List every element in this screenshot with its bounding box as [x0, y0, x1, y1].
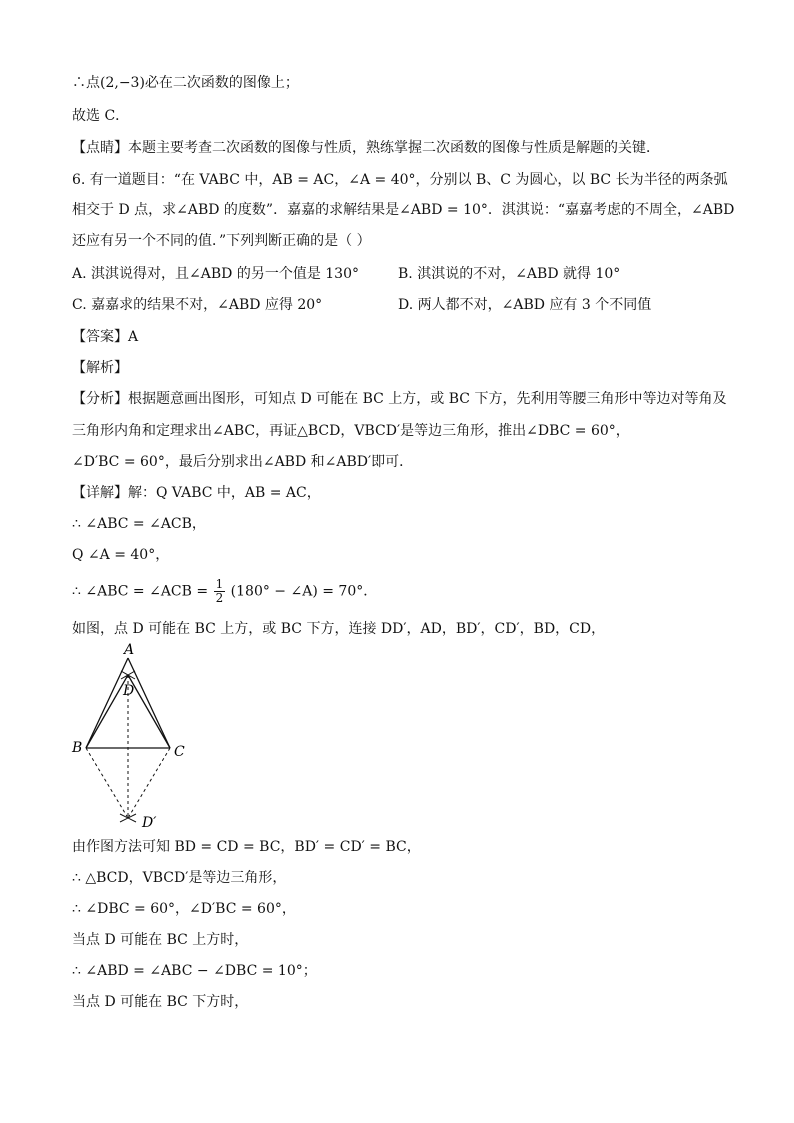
option-c: C. 嘉嘉求的结果不对，∠ABD 应得 20° [72, 297, 323, 313]
solution-line: ∴ ∠ABC = ∠ACB， [72, 516, 206, 532]
text-line: 【点睛】本题主要考查二次函数的图像与性质，熟练掌握二次函数的图像与性质是解题的关键． [72, 140, 660, 156]
segment-cd-prime [128, 748, 170, 818]
geometry-figure [66, 640, 196, 835]
solution-line: 当点 D 可能在 BC 上方时， [72, 932, 249, 948]
text-line: ∴点(2,−3)必在二次函数的图像上； [72, 75, 299, 91]
solution-line: ∴ ∠DBC = 60°，∠D′BC = 60°， [72, 901, 296, 917]
segment-bd [86, 675, 128, 748]
label-d-prime: D′ [142, 815, 157, 831]
analysis-line: 三角形内角和定理求出∠ABC，再证△BCD，VBCD′是等边三角形，推出∠DBC = 60°， [72, 423, 630, 439]
label-c: C [174, 744, 185, 760]
analysis-line: 【分析】根据题意画出图形，可知点 D 可能在 BC 上方，或 BC 下方，先利用等腰三角形中等边对等角及 [72, 391, 727, 407]
question-6-line: 还应有另一个不同的值．”下列判断正确的是（ ） [72, 233, 371, 249]
answer-label: 【答案】A [72, 329, 139, 345]
label-b: B [72, 740, 83, 756]
solution-line: ∴ ∠ABD = ∠ABC − ∠DBC = 10°； [72, 963, 317, 979]
text-line: 故选 C． [72, 108, 130, 124]
solution-line: 当点 D 可能在 BC 下方时， [72, 994, 249, 1010]
equation-suffix: (180° − ∠A) = 70°． [230, 583, 378, 600]
solution-line: 由作图方法可知 BD = CD = BC，BD′ = CD′ = BC， [72, 839, 421, 855]
analysis-line: ∠D′BC = 60°，最后分别求出∠ABD 和∠ABD′即可． [72, 454, 414, 470]
option-d: D. 两人都不对，∠ABD 应有 3 个不同值 [398, 297, 652, 313]
equation-prefix: ∴ ∠ABC = ∠ACB = [72, 583, 209, 600]
fraction [214, 578, 226, 605]
option-a: A. 淇淇说得对，且∠ABD 的另一个值是 130° [72, 266, 359, 282]
question-6-line: 6. 有一道题目：“在 VABC 中，AB = AC，∠A = 40°，分别以 B、C 为圆心，以 BC 长为半径的两条弧 [72, 172, 728, 188]
option-b: B. 淇淇说的不对，∠ABD 就得 10° [398, 266, 621, 282]
segment-cd [128, 675, 170, 748]
segment-bd-prime [86, 748, 128, 818]
analysis-header: 【解析】 [72, 360, 128, 376]
label-d: D [123, 683, 135, 699]
fraction-denominator: 2 [215, 591, 224, 605]
solution-line: ∴ △BCD，VBCD′是等边三角形， [72, 870, 287, 886]
solution-line: 如图，点 D 可能在 BC 上方，或 BC 下方，连接 DD′，AD，BD′，CD′，BD，CD， [72, 621, 606, 637]
solution-line: 【详解】解：Q VABC 中，AB = AC， [72, 485, 321, 501]
solution-line: Q ∠A = 40°， [72, 547, 170, 563]
fraction-equation [72, 578, 377, 605]
fraction-numerator: 1 [215, 577, 224, 591]
question-6-line: 相交于 D 点，求∠ABD 的度数”．嘉嘉的求解结果是∠ABD = 10°．淇淇说：“嘉嘉考虑的不周全，∠ABD [72, 202, 735, 218]
label-a: A [124, 642, 135, 658]
